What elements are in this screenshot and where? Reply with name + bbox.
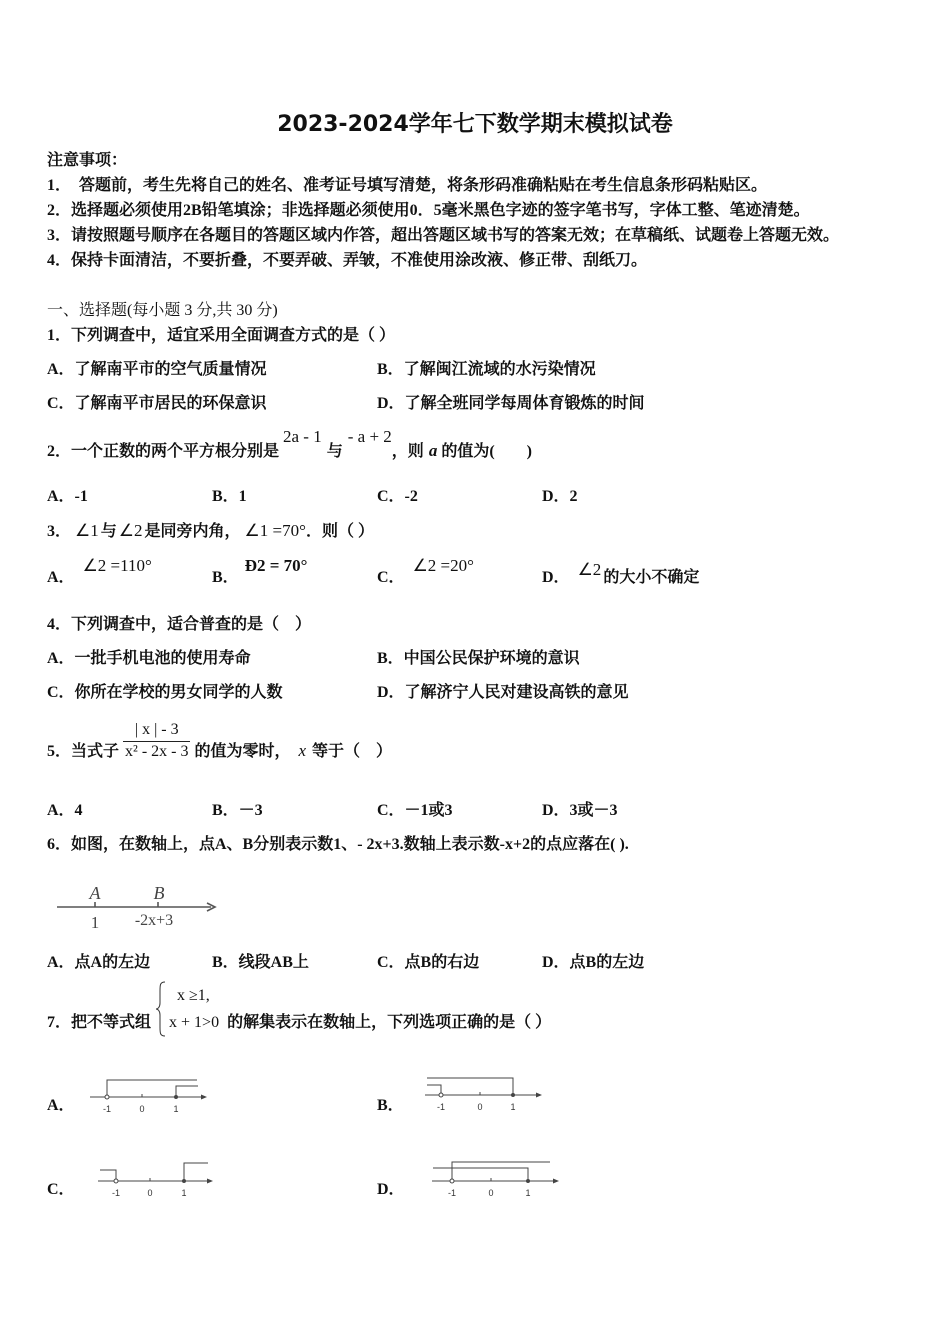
q7-option-d-number-line [430,1156,562,1200]
tick-label-1: 1 [173,1104,179,1114]
tick-label-1: 1 [181,1188,187,1198]
tick-label-neg1: -1 [111,1188,121,1198]
q3-option-d-math: ∠2 [577,560,602,579]
q2-conjunction: 与 [326,443,343,460]
point-1 [526,1179,530,1183]
q7-option-b-number-line [423,1074,545,1118]
point-1 [182,1179,186,1183]
q7-inequality-2: x + 1>0 [169,1014,220,1031]
solution-ray-le-1 [433,1168,528,1181]
question-1-stem: 1．下列调查中，适宜采用全面调查方式的是（ ） [47,327,396,344]
point-b-value: -2x+3 [134,912,174,929]
q5-numerator: | x | - 3 [134,721,179,738]
solution-ray-le-1 [427,1078,513,1095]
q6-option-b: B．线段AB上 [212,954,309,971]
tick-label-neg1: -1 [102,1104,112,1114]
q6-option-d: D．点B的左边 [542,954,645,971]
q5-stem-prefix: 5．当式子 [47,743,120,760]
q2-expression-1: 2a - 1 [283,427,322,446]
q3-text-1: 是同旁内角， [144,523,241,540]
solution-ray-lt-neg1 [100,1170,116,1181]
q7-option-b-label: B． [377,1097,404,1114]
q7-inequality-system [155,982,219,1036]
tick-label-1: 1 [525,1188,531,1198]
q3-option-d-label: D． [542,569,570,586]
q5-stem-mid: 的值为零时， [194,743,291,760]
q3-option-c-math: ∠2 =20° [412,556,474,575]
q3-given: ∠1 =70° [244,521,306,540]
q3-number: 3． [47,523,72,540]
tick-label-neg1: -1 [447,1188,457,1198]
brace-path [156,982,165,1036]
q3-option-b-math: Ð2 = 70° [244,556,308,575]
point-1 [174,1095,178,1099]
q7-inequality-1: x ≥1, [177,987,210,1004]
axis-arrow-icon [201,1095,207,1100]
point-neg1 [105,1095,109,1099]
q2-stem-mid: ，则 [391,443,424,460]
tick-label-0: 0 [139,1104,145,1114]
q4-option-a: A．一批手机电池的使用寿命 [47,650,251,667]
question-2-stem [47,427,532,462]
q3-option-a-math: ∠2 =110° [82,556,152,575]
point-b-label: B [153,883,165,903]
question-7-stem [47,982,551,1036]
solution-ray-le-neg1 [427,1085,441,1095]
q2-stem-prefix: 2．一个正数的两个平方根分别是 [47,443,280,460]
q3-option-d-text: 的大小不确定 [603,569,700,586]
point-1 [511,1093,515,1097]
axis-arrow-icon [553,1179,559,1184]
point-a-value: 1 [90,913,100,932]
q4-option-c: C．你所在学校的男女同学的人数 [47,684,283,701]
point-neg1 [114,1179,118,1183]
tick-label-0: 0 [488,1188,494,1198]
q1-option-a: A．了解南平市的空气质量情况 [47,361,267,378]
section-heading: 一、选择题(每小题 3 分,共 30 分) [47,302,278,319]
q5-fraction [123,719,190,762]
q7-stem-suffix: 的解集表示在数轴上，下列选项正确的是（ ） [227,1014,552,1031]
q2-stem-suffix: 的值为( ) [441,443,532,460]
q7-option-c-label: C． [47,1181,75,1198]
axis-arrow-icon [536,1093,542,1098]
question-5-stem [47,719,392,762]
q1-option-b: B．了解闽江流域的水污染情况 [377,361,596,378]
q5-option-b: B．－3 [212,802,263,819]
q6-number-line-figure [55,880,220,936]
question-3-stem [47,521,374,542]
question-6-stem: 6．如图，在数轴上，点A、B分别表示数1、- 2x+3.数轴上表示数-x+2的点应落在( ). [47,836,629,853]
question-4-stem: 4．下列调查中，适合普查的是（ ） [47,616,312,633]
notice-item-1: 1． 答题前，考生先将自己的姓名、准考证号填写清楚，将条形码准确粘贴在考生信息条形码粘贴区。 [47,177,768,194]
q6-option-c: C．点B的右边 [377,954,480,971]
q2-variable: a [428,441,438,460]
q3-option-a [47,556,152,588]
q5-option-d: D．3或－3 [542,802,618,819]
solution-ray-ge-1 [184,1163,208,1181]
solution-ray-gt-neg1 [452,1162,550,1181]
q1-option-d: D．了解全班同学每周体育锻炼的时间 [377,395,645,412]
q3-option-c-label: C． [377,569,405,586]
notice-item-3: 3．请按照题号顺序在各题目的答题区域内作答，超出答题区域书写的答案无效；在草稿纸、试题卷上答题无效。 [47,227,840,244]
q3-conjunction: 与 [100,523,117,540]
q4-option-b: B．中国公民保护环境的意识 [377,650,580,667]
q2-option-d: D．2 [542,488,578,505]
tick-label-1: 1 [510,1102,516,1112]
q3-angle-2: ∠2 [118,521,143,540]
axis-arrow-icon [207,1179,213,1184]
notice-heading: 注意事项： [47,152,128,169]
notice-item-4: 4．保持卡面清洁，不要折叠，不要弄破、弄皱，不准使用涂改液、修正带、刮纸刀。 [47,252,648,269]
solution-ray-gt-neg1 [107,1080,197,1097]
tick-label-0: 0 [477,1102,483,1112]
q3-option-c [377,556,474,588]
q3-option-d [542,560,700,588]
q3-option-b-label: B． [212,569,239,586]
q2-expression-2: - a + 2 [347,427,392,446]
tick-label-neg1: -1 [436,1102,446,1112]
q5-stem-suffix: 等于（ ） [312,743,393,760]
point-neg1 [439,1093,443,1097]
q3-angle-1: ∠1 [75,521,99,540]
left-brace-icon [155,981,166,1037]
page-title: 2023-2024学年七下数学期末模拟试卷 [277,112,673,137]
q5-denominator: x² - 2x - 3 [125,743,189,760]
point-a-label: A [89,883,101,903]
q2-option-b: B．1 [212,488,247,505]
q3-option-a-label: A． [47,569,75,586]
q7-stem-prefix: 7．把不等式组 [47,1014,152,1031]
q2-option-a: A．-1 [47,488,88,505]
q1-option-c: C．了解南平市居民的环保意识 [47,395,267,412]
q3-option-b [212,556,308,588]
q7-option-a-label: A． [47,1097,75,1114]
q5-variable: x [298,741,307,760]
q3-text-2: ．则（ ） [305,523,374,540]
q2-option-c: C．-2 [377,488,418,505]
q4-option-d: D．了解济宁人民对建设高铁的意见 [377,684,629,701]
q7-option-d-label: D． [377,1181,405,1198]
tick-label-0: 0 [147,1188,153,1198]
q7-option-c-number-line [96,1158,218,1202]
point-neg1 [450,1179,454,1183]
solution-ray-ge-1 [176,1086,198,1097]
q5-option-c: C．－1或3 [377,802,453,819]
notice-item-2: 2．选择题必须使用2B铅笔填涂；非选择题必须使用0．5毫米黑色字迹的签字笔书写，字体工整、笔迹清楚。 [47,202,810,219]
q7-option-a-number-line [88,1074,210,1118]
q6-option-a: A．点A的左边 [47,954,151,971]
q5-option-a: A．4 [47,802,83,819]
